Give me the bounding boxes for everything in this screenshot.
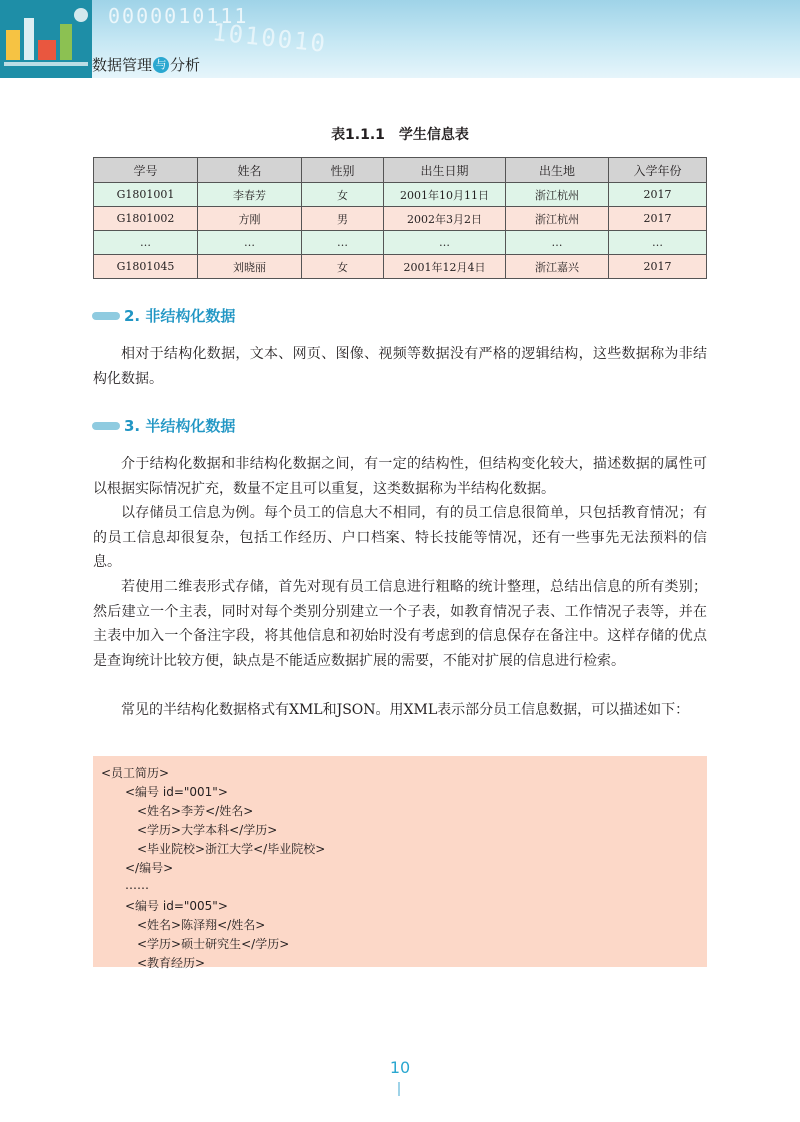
column-header: 姓名: [198, 158, 302, 183]
table-cell: 浙江嘉兴: [506, 255, 609, 279]
table-cell: …: [94, 231, 198, 255]
code-line: <编号 id="001">: [125, 785, 228, 799]
table-row: [94, 207, 707, 231]
code-line: <毕业院校>浙江大学</毕业院校>: [137, 842, 326, 856]
code-line: <学历>硕士研究生</学历>: [137, 937, 290, 951]
paragraph: 相对于结构化数据，文本、网页、图像、视频等数据没有严格的逻辑结构，这些数据称为非结构化数据。: [93, 346, 707, 387]
code-line: <姓名>李芳</姓名>: [137, 804, 254, 818]
table-cell: 方刚: [198, 207, 302, 231]
code-line: <学历>大学本科</学历>: [137, 823, 278, 837]
table-caption: 表1.1.1 学生信息表: [331, 127, 469, 143]
book-title-part1: 数据管理: [92, 56, 153, 74]
column-header: 出生地: [506, 158, 609, 183]
heading-bar-icon: [92, 312, 120, 320]
code-line: <编号 id="005">: [125, 899, 228, 913]
code-line: <姓名>陈泽翔</姓名>: [137, 918, 266, 932]
column-header: 学号: [94, 158, 198, 183]
code-line: ……: [125, 878, 149, 892]
table-cell: G1801045: [94, 255, 198, 279]
table-cell: …: [302, 231, 384, 255]
table-cell: …: [609, 231, 707, 255]
heading-bar-icon: [92, 422, 120, 430]
page-number: 10: [389, 1058, 411, 1077]
section-heading-semistructured: [92, 415, 235, 436]
column-header: 出生日期: [384, 158, 506, 183]
table-cell: 刘晓丽: [198, 255, 302, 279]
section-title: 3. 半结构化数据: [124, 417, 236, 435]
table-cell: 2017: [609, 207, 707, 231]
table-cell: 女: [302, 255, 384, 279]
column-header: 入学年份: [609, 158, 707, 183]
book-title-connector: 与: [153, 57, 169, 73]
table-cell: 2002年3月2日: [384, 207, 506, 231]
page-number-rule: [398, 1082, 400, 1096]
table-cell: …: [384, 231, 506, 255]
table-cell: 女: [302, 183, 384, 207]
table-cell: 浙江杭州: [506, 183, 609, 207]
code-line: <员工简历>: [101, 766, 170, 780]
paragraph: 常见的半结构化数据格式有XML和JSON。用XML表示部分员工信息数据，可以描述如下：: [121, 702, 690, 718]
table-cell: 浙江杭州: [506, 207, 609, 231]
table-cell: …: [506, 231, 609, 255]
table-cell: …: [198, 231, 302, 255]
code-line: </编号>: [125, 861, 174, 875]
paragraph: 若使用二维表形式存储，首先对现有员工信息进行粗略的统计整理，总结出信息的所有类别；然后建立一个主表，同时对每个类别分别建立一个子表，如教育情况子表、工作情况子表等，并在主表中加入一个备注字段，将其他信息和初始时没有考虑到的信息保存在备注中。这样存储的优点是查询统计比较方便，缺点是不能适应数据扩展的需要，不能对扩展的信息进行检索。: [93, 579, 707, 669]
table-cell: 2001年12月4日: [384, 255, 506, 279]
book-title-part2: 分析: [170, 56, 201, 74]
book-title: [92, 54, 200, 75]
paragraph: 介于结构化数据和非结构化数据之间，有一定的结构性，但结构变化较大，描述数据的属性可以根据实际情况扩充，数量不定且可以重复，这类数据称为半结构化数据。: [93, 456, 707, 497]
student-info-table: [93, 157, 707, 279]
table-cell: G1801002: [94, 207, 198, 231]
table-cell: 2001年10月11日: [384, 183, 506, 207]
table-header-row: [94, 158, 707, 183]
table-row: [94, 231, 707, 255]
section-title: 2. 非结构化数据: [124, 307, 236, 325]
section-heading-unstructured: [92, 305, 235, 326]
code-line: <教育经历>: [137, 956, 206, 970]
table-cell: G1801001: [94, 183, 198, 207]
paragraph: 以存储员工信息为例。每个员工的信息大不相同，有的员工信息很简单，只包括教育情况；有的员工信息却很复杂，包括工作经历、户口档案、特长技能等情况，还有一些事先无法预料的信息。: [93, 505, 707, 570]
binary-decoration: 0000010111: [108, 4, 249, 28]
table-row: [94, 255, 707, 279]
column-header: 性别: [302, 158, 384, 183]
table-cell: 男: [302, 207, 384, 231]
table-row: [94, 183, 707, 207]
xml-code-block: [93, 756, 707, 970]
table-cell: 2017: [609, 255, 707, 279]
table-cell: 李春芳: [198, 183, 302, 207]
table-cell: 2017: [609, 183, 707, 207]
binary-decoration-2: 1010010: [210, 18, 329, 58]
header-illustration: [0, 0, 92, 78]
